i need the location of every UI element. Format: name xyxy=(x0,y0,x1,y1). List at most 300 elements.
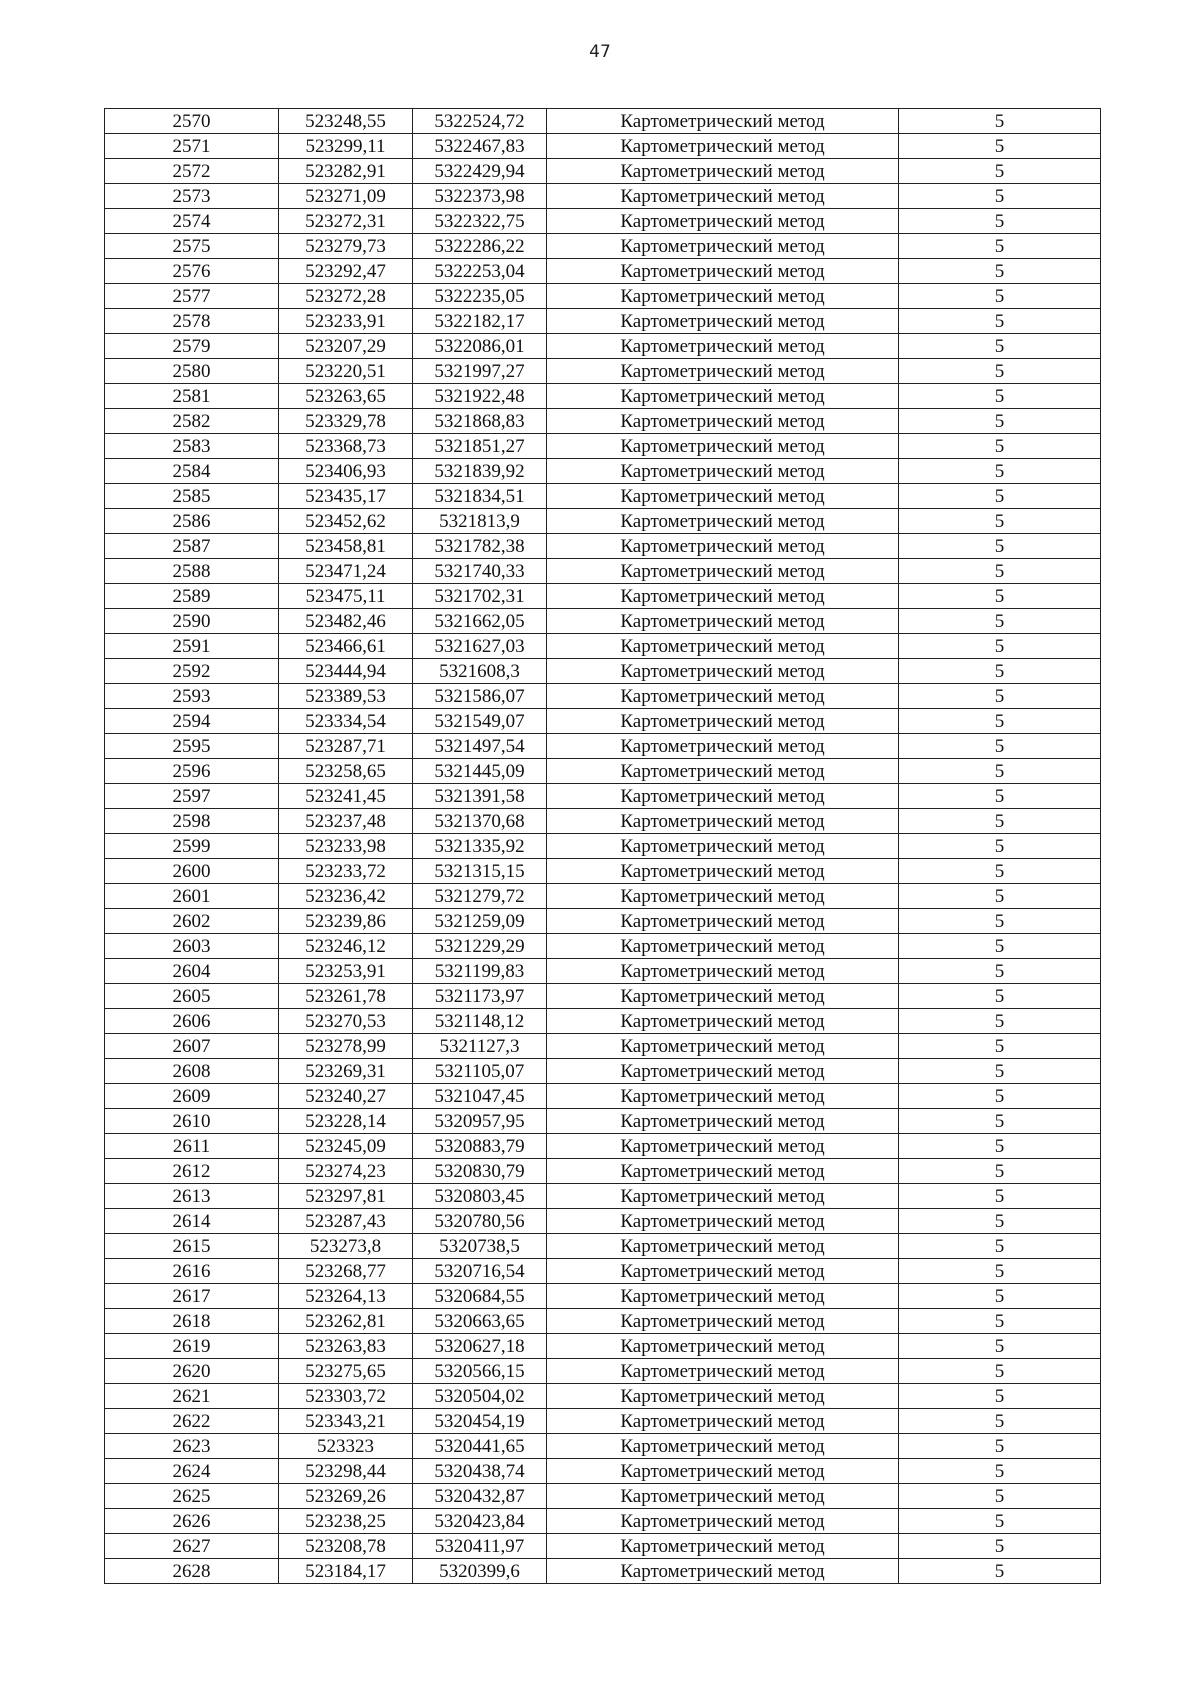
y-coordinate-cell: 5321199,83 xyxy=(413,959,547,984)
accuracy-cell: 5 xyxy=(899,709,1101,734)
y-coordinate-cell: 5321047,45 xyxy=(413,1084,547,1109)
method-cell: Картометрический метод xyxy=(547,959,899,984)
x-coordinate-cell: 523269,26 xyxy=(279,1484,413,1509)
method-cell: Картометрический метод xyxy=(547,1559,899,1584)
accuracy-cell: 5 xyxy=(899,1059,1101,1084)
table-row xyxy=(105,1259,1101,1284)
point-number-cell: 2589 xyxy=(105,584,279,609)
y-coordinate-cell: 5320684,55 xyxy=(413,1284,547,1309)
x-coordinate-cell: 523272,31 xyxy=(279,209,413,234)
y-coordinate-cell: 5320663,65 xyxy=(413,1309,547,1334)
x-coordinate-cell: 523475,11 xyxy=(279,584,413,609)
table-row xyxy=(105,1459,1101,1484)
point-number-cell: 2587 xyxy=(105,534,279,559)
y-coordinate-cell: 5321834,51 xyxy=(413,484,547,509)
method-cell: Картометрический метод xyxy=(547,1034,899,1059)
method-cell: Картометрический метод xyxy=(547,834,899,859)
y-coordinate-cell: 5321105,07 xyxy=(413,1059,547,1084)
point-number-cell: 2609 xyxy=(105,1084,279,1109)
x-coordinate-cell: 523435,17 xyxy=(279,484,413,509)
y-coordinate-cell: 5321740,33 xyxy=(413,559,547,584)
x-coordinate-cell: 523248,55 xyxy=(279,109,413,134)
x-coordinate-cell: 523323 xyxy=(279,1434,413,1459)
y-coordinate-cell: 5320423,84 xyxy=(413,1509,547,1534)
point-number-cell: 2608 xyxy=(105,1059,279,1084)
x-coordinate-cell: 523282,91 xyxy=(279,159,413,184)
point-number-cell: 2615 xyxy=(105,1234,279,1259)
x-coordinate-cell: 523444,94 xyxy=(279,659,413,684)
point-number-cell: 2579 xyxy=(105,334,279,359)
accuracy-cell: 5 xyxy=(899,259,1101,284)
point-number-cell: 2628 xyxy=(105,1559,279,1584)
table-row xyxy=(105,1409,1101,1434)
accuracy-cell: 5 xyxy=(899,1134,1101,1159)
accuracy-cell: 5 xyxy=(899,859,1101,884)
y-coordinate-cell: 5320883,79 xyxy=(413,1134,547,1159)
accuracy-cell: 5 xyxy=(899,1284,1101,1309)
point-number-cell: 2574 xyxy=(105,209,279,234)
x-coordinate-cell: 523279,73 xyxy=(279,234,413,259)
accuracy-cell: 5 xyxy=(899,1309,1101,1334)
x-coordinate-cell: 523343,21 xyxy=(279,1409,413,1434)
y-coordinate-cell: 5322322,75 xyxy=(413,209,547,234)
accuracy-cell: 5 xyxy=(899,759,1101,784)
method-cell: Картометрический метод xyxy=(547,1534,899,1559)
point-number-cell: 2610 xyxy=(105,1109,279,1134)
y-coordinate-cell: 5321148,12 xyxy=(413,1009,547,1034)
point-number-cell: 2624 xyxy=(105,1459,279,1484)
x-coordinate-cell: 523208,78 xyxy=(279,1534,413,1559)
x-coordinate-cell: 523262,81 xyxy=(279,1309,413,1334)
x-coordinate-cell: 523269,31 xyxy=(279,1059,413,1084)
accuracy-cell: 5 xyxy=(899,609,1101,634)
point-number-cell: 2592 xyxy=(105,659,279,684)
accuracy-cell: 5 xyxy=(899,1459,1101,1484)
point-number-cell: 2616 xyxy=(105,1259,279,1284)
y-coordinate-cell: 5320411,97 xyxy=(413,1534,547,1559)
table-row xyxy=(105,1309,1101,1334)
method-cell: Картометрический метод xyxy=(547,859,899,884)
point-number-cell: 2617 xyxy=(105,1284,279,1309)
x-coordinate-cell: 523297,81 xyxy=(279,1184,413,1209)
accuracy-cell: 5 xyxy=(899,1409,1101,1434)
accuracy-cell: 5 xyxy=(899,684,1101,709)
point-number-cell: 2575 xyxy=(105,234,279,259)
y-coordinate-cell: 5321586,07 xyxy=(413,684,547,709)
table-row xyxy=(105,1159,1101,1184)
coordinates-table xyxy=(104,108,1101,1584)
accuracy-cell: 5 xyxy=(899,509,1101,534)
method-cell: Картометрический метод xyxy=(547,1459,899,1484)
table-row xyxy=(105,559,1101,584)
y-coordinate-cell: 5321279,72 xyxy=(413,884,547,909)
table-row xyxy=(105,159,1101,184)
method-cell: Картометрический метод xyxy=(547,359,899,384)
method-cell: Картометрический метод xyxy=(547,459,899,484)
method-cell: Картометрический метод xyxy=(547,609,899,634)
accuracy-cell: 5 xyxy=(899,1234,1101,1259)
point-number-cell: 2605 xyxy=(105,984,279,1009)
x-coordinate-cell: 523236,42 xyxy=(279,884,413,909)
method-cell: Картометрический метод xyxy=(547,709,899,734)
x-coordinate-cell: 523303,72 xyxy=(279,1384,413,1409)
method-cell: Картометрический метод xyxy=(547,134,899,159)
method-cell: Картометрический метод xyxy=(547,159,899,184)
x-coordinate-cell: 523263,83 xyxy=(279,1334,413,1359)
method-cell: Картометрический метод xyxy=(547,1109,899,1134)
y-coordinate-cell: 5321782,38 xyxy=(413,534,547,559)
x-coordinate-cell: 523258,65 xyxy=(279,759,413,784)
table-row xyxy=(105,509,1101,534)
x-coordinate-cell: 523239,86 xyxy=(279,909,413,934)
point-number-cell: 2626 xyxy=(105,1509,279,1534)
table-row xyxy=(105,584,1101,609)
accuracy-cell: 5 xyxy=(899,359,1101,384)
method-cell: Картометрический метод xyxy=(547,934,899,959)
point-number-cell: 2572 xyxy=(105,159,279,184)
table-row xyxy=(105,684,1101,709)
method-cell: Картометрический метод xyxy=(547,484,899,509)
table-row xyxy=(105,234,1101,259)
table-row xyxy=(105,1209,1101,1234)
accuracy-cell: 5 xyxy=(899,409,1101,434)
method-cell: Картометрический метод xyxy=(547,259,899,284)
accuracy-cell: 5 xyxy=(899,384,1101,409)
point-number-cell: 2614 xyxy=(105,1209,279,1234)
accuracy-cell: 5 xyxy=(899,334,1101,359)
point-number-cell: 2577 xyxy=(105,284,279,309)
y-coordinate-cell: 5321627,03 xyxy=(413,634,547,659)
method-cell: Картометрический метод xyxy=(547,1134,899,1159)
x-coordinate-cell: 523482,46 xyxy=(279,609,413,634)
table-row xyxy=(105,334,1101,359)
table-row xyxy=(105,1359,1101,1384)
method-cell: Картометрический метод xyxy=(547,209,899,234)
point-number-cell: 2604 xyxy=(105,959,279,984)
point-number-cell: 2586 xyxy=(105,509,279,534)
y-coordinate-cell: 5321259,09 xyxy=(413,909,547,934)
method-cell: Картометрический метод xyxy=(547,584,899,609)
table-row xyxy=(105,1009,1101,1034)
accuracy-cell: 5 xyxy=(899,834,1101,859)
table-row xyxy=(105,1084,1101,1109)
method-cell: Картометрический метод xyxy=(547,234,899,259)
method-cell: Картометрический метод xyxy=(547,909,899,934)
point-number-cell: 2583 xyxy=(105,434,279,459)
accuracy-cell: 5 xyxy=(899,484,1101,509)
y-coordinate-cell: 5321127,3 xyxy=(413,1034,547,1059)
method-cell: Картометрический метод xyxy=(547,809,899,834)
x-coordinate-cell: 523471,24 xyxy=(279,559,413,584)
table-row xyxy=(105,259,1101,284)
x-coordinate-cell: 523228,14 xyxy=(279,1109,413,1134)
y-coordinate-cell: 5321173,97 xyxy=(413,984,547,1009)
method-cell: Картометрический метод xyxy=(547,1209,899,1234)
method-cell: Картометрический метод xyxy=(547,1484,899,1509)
method-cell: Картометрический метод xyxy=(547,384,899,409)
point-number-cell: 2602 xyxy=(105,909,279,934)
table-row xyxy=(105,884,1101,909)
x-coordinate-cell: 523271,09 xyxy=(279,184,413,209)
x-coordinate-cell: 523287,71 xyxy=(279,734,413,759)
point-number-cell: 2578 xyxy=(105,309,279,334)
point-number-cell: 2582 xyxy=(105,409,279,434)
y-coordinate-cell: 5321851,27 xyxy=(413,434,547,459)
table-row xyxy=(105,1234,1101,1259)
y-coordinate-cell: 5321839,92 xyxy=(413,459,547,484)
accuracy-cell: 5 xyxy=(899,209,1101,234)
point-number-cell: 2625 xyxy=(105,1484,279,1509)
y-coordinate-cell: 5322373,98 xyxy=(413,184,547,209)
y-coordinate-cell: 5321922,48 xyxy=(413,384,547,409)
table-row xyxy=(105,759,1101,784)
table-row xyxy=(105,134,1101,159)
x-coordinate-cell: 523272,28 xyxy=(279,284,413,309)
accuracy-cell: 5 xyxy=(899,1259,1101,1284)
point-number-cell: 2599 xyxy=(105,834,279,859)
table-row xyxy=(105,309,1101,334)
point-number-cell: 2584 xyxy=(105,459,279,484)
method-cell: Картометрический метод xyxy=(547,734,899,759)
accuracy-cell: 5 xyxy=(899,1334,1101,1359)
point-number-cell: 2591 xyxy=(105,634,279,659)
accuracy-cell: 5 xyxy=(899,159,1101,184)
table-row xyxy=(105,959,1101,984)
x-coordinate-cell: 523238,25 xyxy=(279,1509,413,1534)
table-row xyxy=(105,909,1101,934)
table-row xyxy=(105,1034,1101,1059)
method-cell: Картометрический метод xyxy=(547,759,899,784)
method-cell: Картометрический метод xyxy=(547,1284,899,1309)
y-coordinate-cell: 5321702,31 xyxy=(413,584,547,609)
point-number-cell: 2585 xyxy=(105,484,279,509)
accuracy-cell: 5 xyxy=(899,1384,1101,1409)
table-row xyxy=(105,109,1101,134)
x-coordinate-cell: 523241,45 xyxy=(279,784,413,809)
table-row xyxy=(105,1509,1101,1534)
table-row xyxy=(105,809,1101,834)
x-coordinate-cell: 523278,99 xyxy=(279,1034,413,1059)
table-row xyxy=(105,609,1101,634)
accuracy-cell: 5 xyxy=(899,934,1101,959)
y-coordinate-cell: 5320716,54 xyxy=(413,1259,547,1284)
table-row xyxy=(105,209,1101,234)
y-coordinate-cell: 5322253,04 xyxy=(413,259,547,284)
accuracy-cell: 5 xyxy=(899,984,1101,1009)
x-coordinate-cell: 523220,51 xyxy=(279,359,413,384)
accuracy-cell: 5 xyxy=(899,1109,1101,1134)
x-coordinate-cell: 523253,91 xyxy=(279,959,413,984)
accuracy-cell: 5 xyxy=(899,559,1101,584)
method-cell: Картометрический метод xyxy=(547,1409,899,1434)
point-number-cell: 2606 xyxy=(105,1009,279,1034)
table-row xyxy=(105,1059,1101,1084)
x-coordinate-cell: 523237,48 xyxy=(279,809,413,834)
accuracy-cell: 5 xyxy=(899,284,1101,309)
accuracy-cell: 5 xyxy=(899,134,1101,159)
y-coordinate-cell: 5321497,54 xyxy=(413,734,547,759)
accuracy-cell: 5 xyxy=(899,1509,1101,1534)
method-cell: Картометрический метод xyxy=(547,1434,899,1459)
table-row xyxy=(105,1434,1101,1459)
accuracy-cell: 5 xyxy=(899,1184,1101,1209)
y-coordinate-cell: 5321229,29 xyxy=(413,934,547,959)
point-number-cell: 2598 xyxy=(105,809,279,834)
method-cell: Картометрический метод xyxy=(547,1359,899,1384)
method-cell: Картометрический метод xyxy=(547,684,899,709)
table-row xyxy=(105,284,1101,309)
table-row xyxy=(105,1534,1101,1559)
table-row xyxy=(105,1284,1101,1309)
accuracy-cell: 5 xyxy=(899,1009,1101,1034)
method-cell: Картометрический метод xyxy=(547,559,899,584)
point-number-cell: 2620 xyxy=(105,1359,279,1384)
method-cell: Картометрический метод xyxy=(547,1234,899,1259)
point-number-cell: 2607 xyxy=(105,1034,279,1059)
y-coordinate-cell: 5320780,56 xyxy=(413,1209,547,1234)
y-coordinate-cell: 5321549,07 xyxy=(413,709,547,734)
accuracy-cell: 5 xyxy=(899,1209,1101,1234)
table-row xyxy=(105,1134,1101,1159)
method-cell: Картометрический метод xyxy=(547,1159,899,1184)
method-cell: Картометрический метод xyxy=(547,1009,899,1034)
method-cell: Картометрический метод xyxy=(547,984,899,1009)
method-cell: Картометрический метод xyxy=(547,534,899,559)
y-coordinate-cell: 5320830,79 xyxy=(413,1159,547,1184)
method-cell: Картометрический метод xyxy=(547,109,899,134)
y-coordinate-cell: 5320399,6 xyxy=(413,1559,547,1584)
point-number-cell: 2623 xyxy=(105,1434,279,1459)
table-row xyxy=(105,459,1101,484)
table-row xyxy=(105,1334,1101,1359)
point-number-cell: 2619 xyxy=(105,1334,279,1359)
y-coordinate-cell: 5322235,05 xyxy=(413,284,547,309)
x-coordinate-cell: 523452,62 xyxy=(279,509,413,534)
x-coordinate-cell: 523389,53 xyxy=(279,684,413,709)
x-coordinate-cell: 523245,09 xyxy=(279,1134,413,1159)
y-coordinate-cell: 5322467,83 xyxy=(413,134,547,159)
accuracy-cell: 5 xyxy=(899,534,1101,559)
y-coordinate-cell: 5320504,02 xyxy=(413,1384,547,1409)
point-number-cell: 2571 xyxy=(105,134,279,159)
accuracy-cell: 5 xyxy=(899,1434,1101,1459)
point-number-cell: 2613 xyxy=(105,1184,279,1209)
method-cell: Картометрический метод xyxy=(547,1384,899,1409)
method-cell: Картометрический метод xyxy=(547,634,899,659)
accuracy-cell: 5 xyxy=(899,784,1101,809)
accuracy-cell: 5 xyxy=(899,909,1101,934)
x-coordinate-cell: 523233,91 xyxy=(279,309,413,334)
method-cell: Картометрический метод xyxy=(547,1059,899,1084)
x-coordinate-cell: 523246,12 xyxy=(279,934,413,959)
y-coordinate-cell: 5321391,58 xyxy=(413,784,547,809)
accuracy-cell: 5 xyxy=(899,234,1101,259)
accuracy-cell: 5 xyxy=(899,434,1101,459)
accuracy-cell: 5 xyxy=(899,309,1101,334)
y-coordinate-cell: 5320438,74 xyxy=(413,1459,547,1484)
y-coordinate-cell: 5322524,72 xyxy=(413,109,547,134)
accuracy-cell: 5 xyxy=(899,1084,1101,1109)
method-cell: Картометрический метод xyxy=(547,509,899,534)
y-coordinate-cell: 5321445,09 xyxy=(413,759,547,784)
table-row xyxy=(105,1384,1101,1409)
accuracy-cell: 5 xyxy=(899,184,1101,209)
x-coordinate-cell: 523292,47 xyxy=(279,259,413,284)
point-number-cell: 2603 xyxy=(105,934,279,959)
point-number-cell: 2573 xyxy=(105,184,279,209)
y-coordinate-cell: 5322286,22 xyxy=(413,234,547,259)
method-cell: Картометрический метод xyxy=(547,284,899,309)
accuracy-cell: 5 xyxy=(899,734,1101,759)
x-coordinate-cell: 523268,77 xyxy=(279,1259,413,1284)
table-row xyxy=(105,859,1101,884)
y-coordinate-cell: 5320738,5 xyxy=(413,1234,547,1259)
table-row xyxy=(105,384,1101,409)
point-number-cell: 2594 xyxy=(105,709,279,734)
y-coordinate-cell: 5322182,17 xyxy=(413,309,547,334)
y-coordinate-cell: 5321997,27 xyxy=(413,359,547,384)
table-row xyxy=(105,359,1101,384)
x-coordinate-cell: 523334,54 xyxy=(279,709,413,734)
table-row xyxy=(105,984,1101,1009)
method-cell: Картометрический метод xyxy=(547,1309,899,1334)
accuracy-cell: 5 xyxy=(899,1559,1101,1584)
method-cell: Картометрический метод xyxy=(547,184,899,209)
table-row xyxy=(105,1559,1101,1584)
x-coordinate-cell: 523261,78 xyxy=(279,984,413,1009)
y-coordinate-cell: 5321335,92 xyxy=(413,834,547,859)
x-coordinate-cell: 523263,65 xyxy=(279,384,413,409)
table-row xyxy=(105,409,1101,434)
x-coordinate-cell: 523287,43 xyxy=(279,1209,413,1234)
y-coordinate-cell: 5321662,05 xyxy=(413,609,547,634)
table-row xyxy=(105,834,1101,859)
y-coordinate-cell: 5320803,45 xyxy=(413,1184,547,1209)
point-number-cell: 2612 xyxy=(105,1159,279,1184)
accuracy-cell: 5 xyxy=(899,1534,1101,1559)
method-cell: Картометрический метод xyxy=(547,1084,899,1109)
x-coordinate-cell: 523207,29 xyxy=(279,334,413,359)
x-coordinate-cell: 523264,13 xyxy=(279,1284,413,1309)
accuracy-cell: 5 xyxy=(899,109,1101,134)
point-number-cell: 2590 xyxy=(105,609,279,634)
y-coordinate-cell: 5320627,18 xyxy=(413,1334,547,1359)
y-coordinate-cell: 5321813,9 xyxy=(413,509,547,534)
point-number-cell: 2588 xyxy=(105,559,279,584)
x-coordinate-cell: 523406,93 xyxy=(279,459,413,484)
x-coordinate-cell: 523329,78 xyxy=(279,409,413,434)
accuracy-cell: 5 xyxy=(899,1159,1101,1184)
point-number-cell: 2611 xyxy=(105,1134,279,1159)
table-row xyxy=(105,1184,1101,1209)
point-number-cell: 2622 xyxy=(105,1409,279,1434)
x-coordinate-cell: 523368,73 xyxy=(279,434,413,459)
method-cell: Картометрический метод xyxy=(547,1259,899,1284)
x-coordinate-cell: 523458,81 xyxy=(279,534,413,559)
accuracy-cell: 5 xyxy=(899,809,1101,834)
y-coordinate-cell: 5320432,87 xyxy=(413,1484,547,1509)
method-cell: Картометрический метод xyxy=(547,1509,899,1534)
method-cell: Картометрический метод xyxy=(547,334,899,359)
table-row xyxy=(105,1484,1101,1509)
point-number-cell: 2576 xyxy=(105,259,279,284)
y-coordinate-cell: 5320454,19 xyxy=(413,1409,547,1434)
point-number-cell: 2593 xyxy=(105,684,279,709)
table-row xyxy=(105,434,1101,459)
method-cell: Картометрический метод xyxy=(547,1184,899,1209)
table-row xyxy=(105,184,1101,209)
table-row xyxy=(105,659,1101,684)
